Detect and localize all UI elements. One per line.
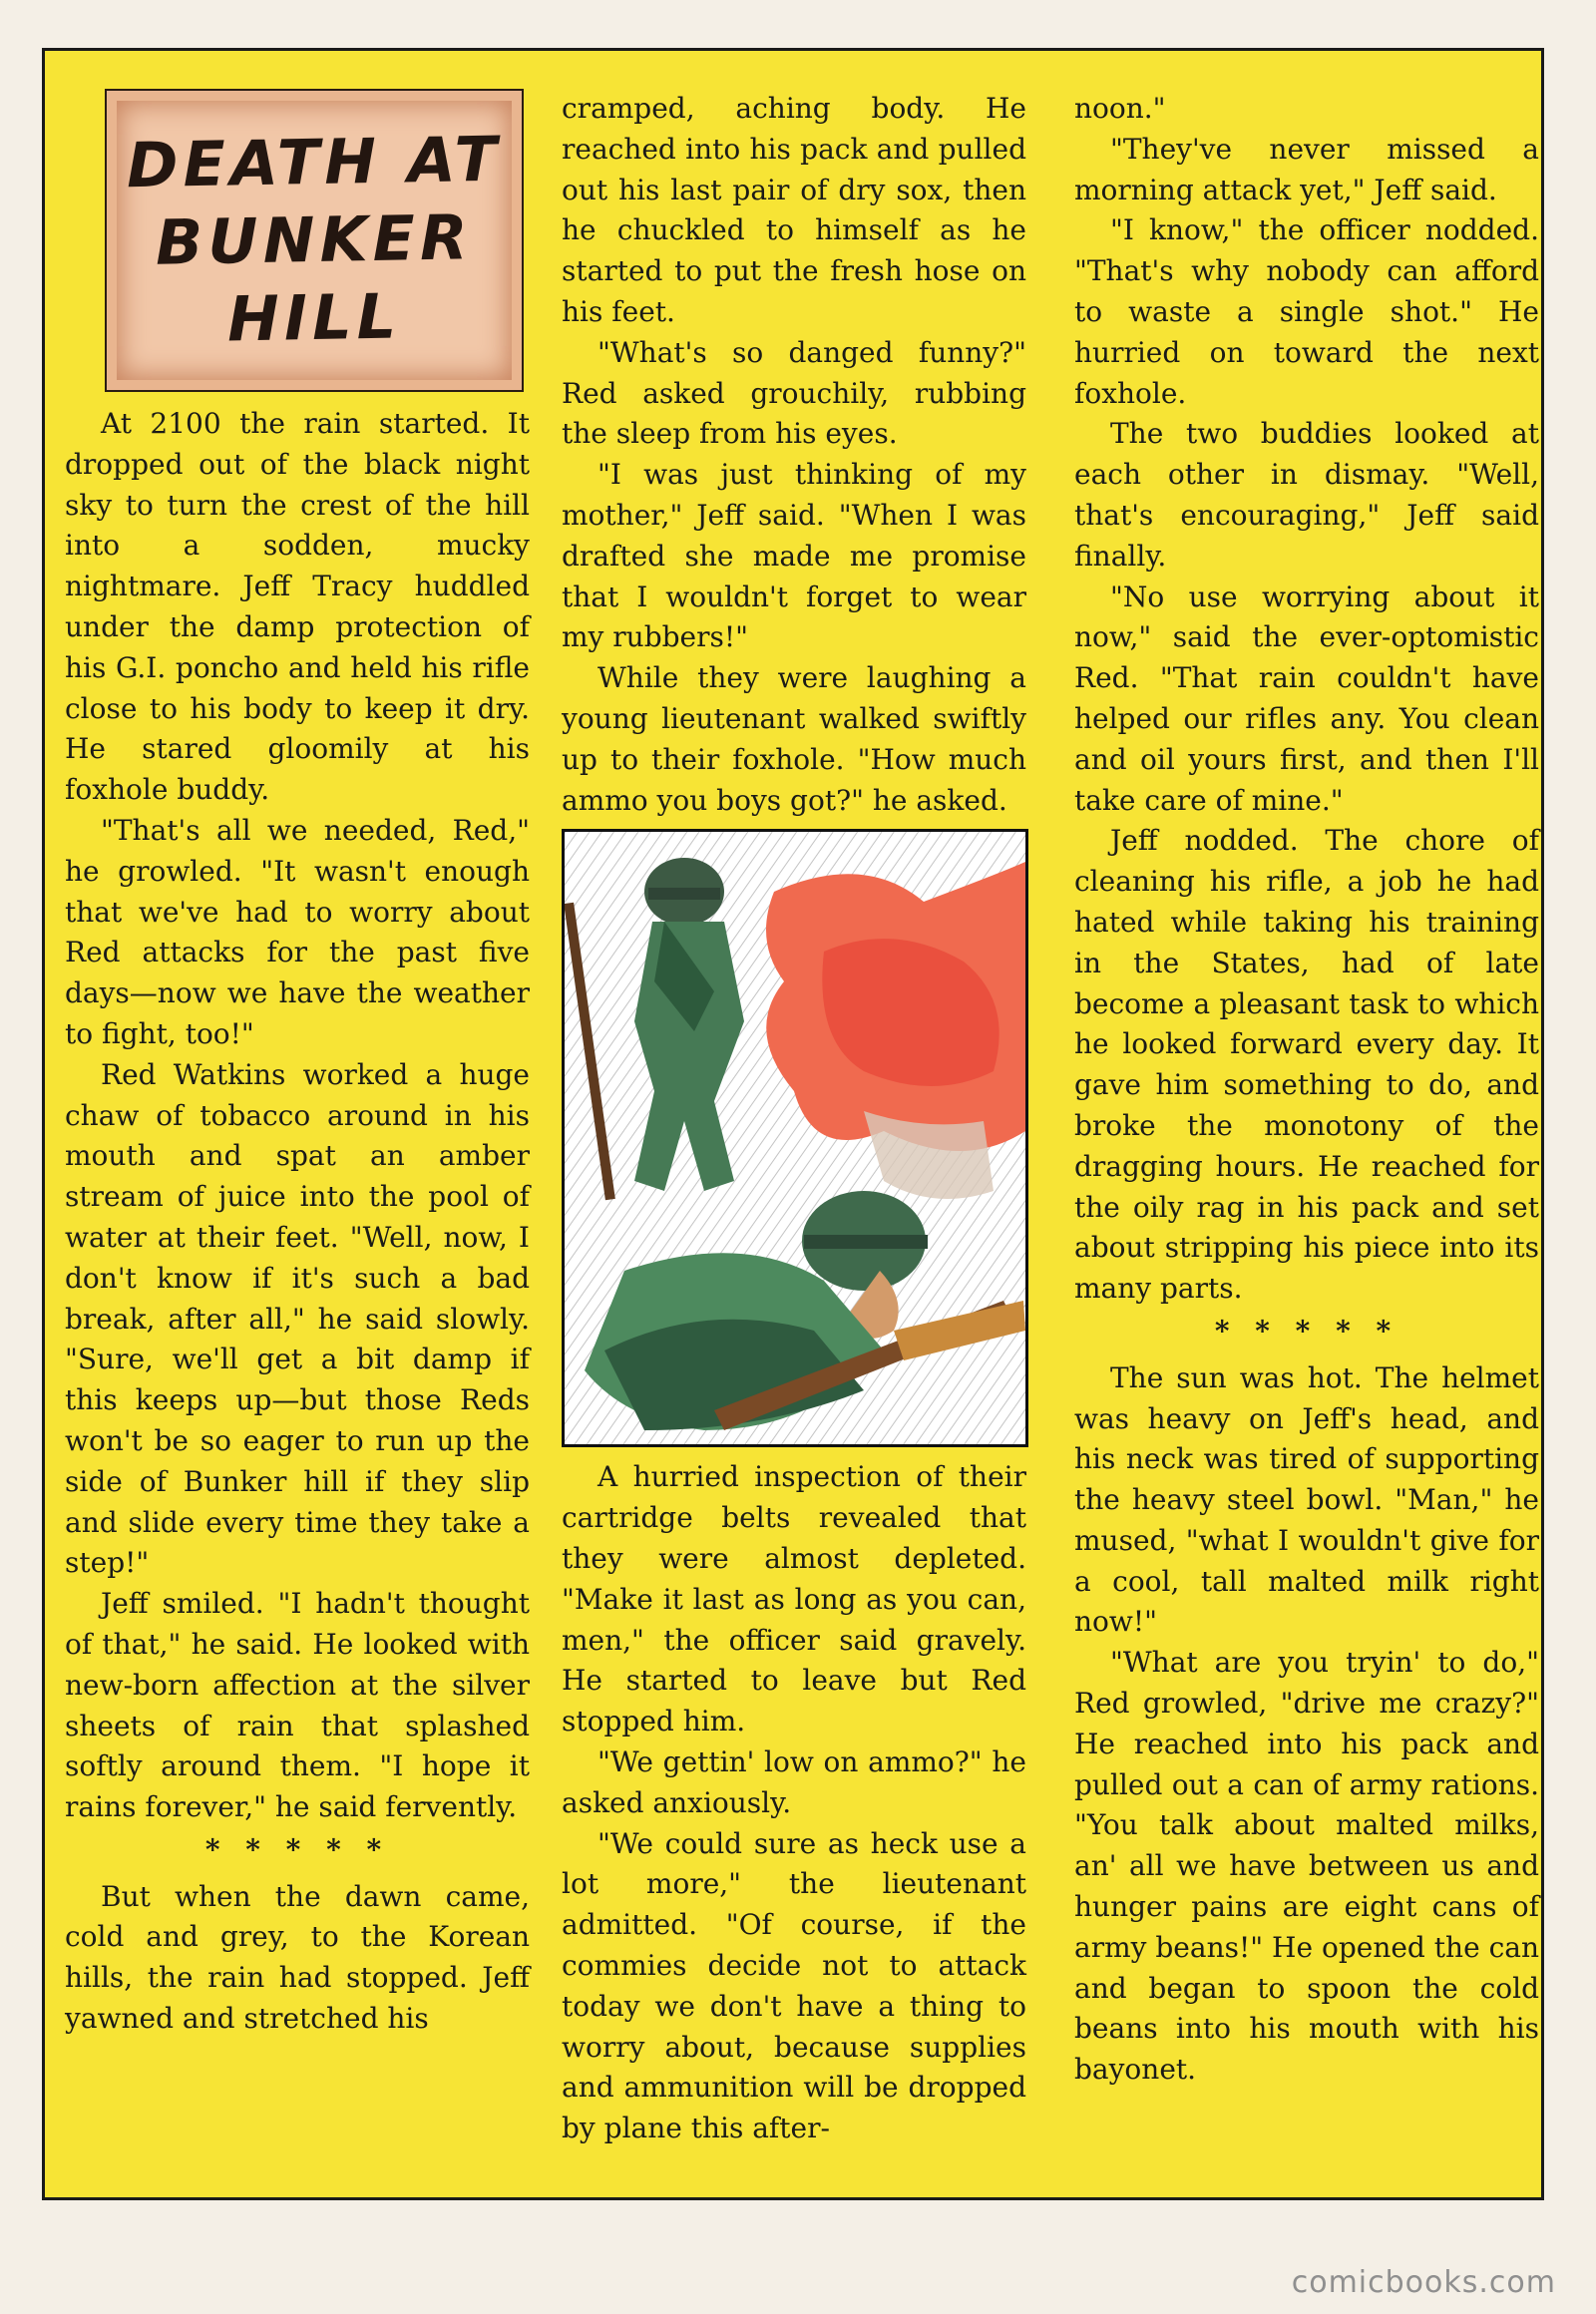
paragraph: But when the dawn came, cold and grey, to the Korean hills, the rain had stopped. Jeff yawned and stretched his: [65, 1879, 530, 2036]
watermark: comicbooks.com: [1291, 2265, 1556, 2300]
column-1: [65, 89, 530, 2040]
column-2: [562, 89, 1026, 2149]
paragraph: A hurried inspection of their cartridge belts revealed that they were almost depleted. "Make it last as long as you can, men," the officer said gravely. He started to leave but Red stopped him.: [562, 1460, 1026, 1738]
column-3: [1074, 89, 1539, 2091]
illustration-panel: [562, 829, 1028, 1447]
title-line-1: DEATH AT: [126, 122, 503, 202]
paragraph: Jeff nodded. The chore of cleaning his rifle, a job he had hated while taking his training in the States, had of late become a pleasant task to which he looked forward every day. It gave him something to do, and broke the monotony of the dragging hours. He reached for the oily rag in his pack and set about stripping his piece into its many parts.: [1074, 824, 1539, 1306]
paragraph: While they were laughing a young lieutenant walked swiftly up to their foxhole. "How much ammo you boys got?" he asked.: [562, 661, 1026, 817]
two-soldiers-in-combat-icon: [565, 832, 1025, 1444]
paragraph: "I was just thinking of my mother," Jeff said. "When I was drafted she made me promise that I wouldn't forget to wear my rubbers!": [562, 458, 1026, 654]
story-page: [42, 48, 1544, 2200]
paragraph: "No use worrying about it now," said the ever-optomistic Red. "That rain couldn't have helped our rifles any. You clean and oil yours first, and then I'll take care of mine.": [1074, 579, 1539, 817]
paragraph: "We could sure as heck use a lot more," the lieutenant admitted. "Of course, if the commies decide not to attack today we don't have a thing to worry about, because supplies and ammunition will be dropped by plane this after-: [562, 1826, 1026, 2145]
title-line-3: HILL: [226, 279, 402, 356]
paragraph: The sun was hot. The helmet was heavy on Jeff's head, and his neck was tired of supporting the heavy steel bowl. "Man," he mused, "what I wouldn't give for a cool, tall malted milk right now!": [1074, 1360, 1539, 1639]
section-break: * * * * *: [204, 1832, 390, 1866]
paragraph: Red Watkins worked a huge chaw of tobacco around in his mouth and spat an amber stream of juice into the pool of water at their feet. "Well, now, I don't know if it's such a bad break, after all," he said slowly. "Sure, we'll get a bit damp if this keeps up—but those Reds won't be so eager to run up the side of Bunker hill if they slip and slide every time they take a step!": [65, 1057, 530, 1580]
paragraph: "What's so danged funny?" Red asked grouchily, rubbing the sleep from his eyes.: [562, 335, 1026, 451]
paragraph: "They've never missed a morning attack yet," Jeff said.: [1074, 132, 1539, 206]
story-title-box: [105, 89, 524, 392]
paragraph: At 2100 the rain started. It dropped out of the black night sky to turn the crest of the hill into a sodden, mucky nightmare. Jeff Tracy huddled under the damp protection of his G.I. poncho and held his rifle close to his body to keep it dry. He stared gloomily at his foxhole buddy.: [65, 407, 530, 807]
paragraph: noon.": [1074, 92, 1166, 125]
paragraph: Jeff smiled. "I hadn't thought of that," he said. He looked with new-born affection at the silver sheets of rain that splashed softly around them. "I hope it rains forever," he said fervently.: [65, 1587, 530, 1824]
paragraph: "We gettin' low on ammo?" he asked anxiously.: [562, 1744, 1026, 1819]
paragraph: The two buddies looked at each other in dismay. "Well, that's encouraging," Jeff said finally.: [1074, 417, 1539, 573]
paragraph: cramped, aching body. He reached into his pack and pulled out his last pair of dry sox, then he chuckled to himself as he started to put the fresh hose on his feet.: [562, 92, 1026, 328]
title-line-2: BUNKER: [155, 200, 474, 279]
section-break: * * * * *: [1214, 1314, 1399, 1348]
paragraph: "That's all we needed, Red," he growled. "It wasn't enough that we've had to worry about Red attacks for the past five days—now we have the weather to fight, too!": [65, 813, 530, 1050]
paragraph: "I know," the officer nodded. "That's why nobody can afford to waste a single shot." He hurried on toward the next foxhole.: [1074, 213, 1539, 410]
paragraph: "What are you tryin' to do," Red growled, "drive me crazy?" He reached into his pack and pulled out a can of army rations. "You talk about malted milks, an' all we have between us and hunger pains are eight cans of army beans!" He opened the can and began to spoon the cold beans into his mouth with his bayonet.: [1074, 1646, 1539, 2087]
